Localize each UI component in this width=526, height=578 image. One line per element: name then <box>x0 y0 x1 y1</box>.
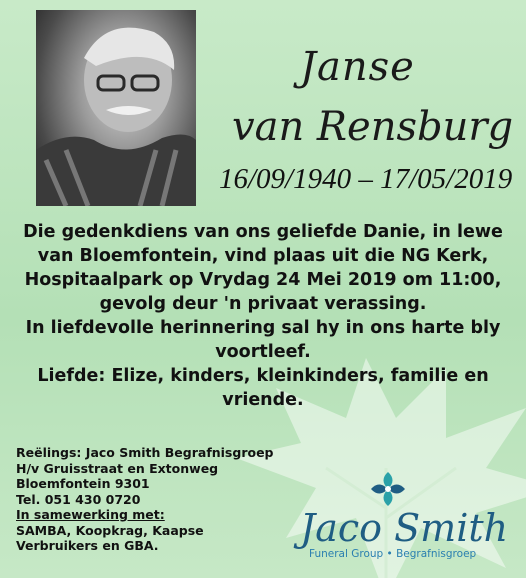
announcement-line: van Bloemfontein, vind plaas uit die NG Kerk, <box>37 246 489 266</box>
name-line-2: van Rensburg <box>232 104 514 150</box>
phone-line: Tel. 051 430 0720 <box>16 491 141 507</box>
brand-name: Jaco Smith <box>300 506 509 550</box>
announcement-line: Hospitaalpark op Vrydag 24 Mei 2019 om 11:00, <box>24 270 502 290</box>
funeral-details <box>16 445 274 554</box>
name-line-1: Janse <box>300 44 415 90</box>
partners-line: SAMBA, Koopkrag, Kaapse <box>16 522 204 538</box>
announcement-line: In liefdevolle herinnering sal hy in ons harte bly <box>25 318 501 338</box>
partnership-heading: In samewerking met: <box>16 507 165 522</box>
portrait-photo <box>36 10 196 206</box>
announcement-line: Die gedenkdiens van ons geliefde Danie, in lewe <box>23 222 503 242</box>
announcement-line: Liefde: Elize, kinders, kleinkinders, familie en <box>37 366 489 386</box>
arrangements-line: Reëlings: Jaco Smith Begrafnisgroep <box>16 445 274 460</box>
announcement-line: vriende. <box>222 390 304 410</box>
leaf-logo-icon <box>367 468 409 510</box>
life-dates: 16/09/1940 – 17/05/2019 <box>219 163 513 195</box>
address-line: H/v Gruisstraat en Extonweg <box>16 460 219 476</box>
announcement-line: gevolg deur 'n privaat verassing. <box>99 294 427 314</box>
brand-tagline: Funeral Group • Begrafnisgroep <box>309 548 477 560</box>
announcement-line: voortleef. <box>215 342 311 362</box>
address-line: Bloemfontein 9301 <box>16 476 150 491</box>
announcement-text <box>20 220 506 412</box>
partners-line: Verbruikers en GBA. <box>16 538 159 553</box>
